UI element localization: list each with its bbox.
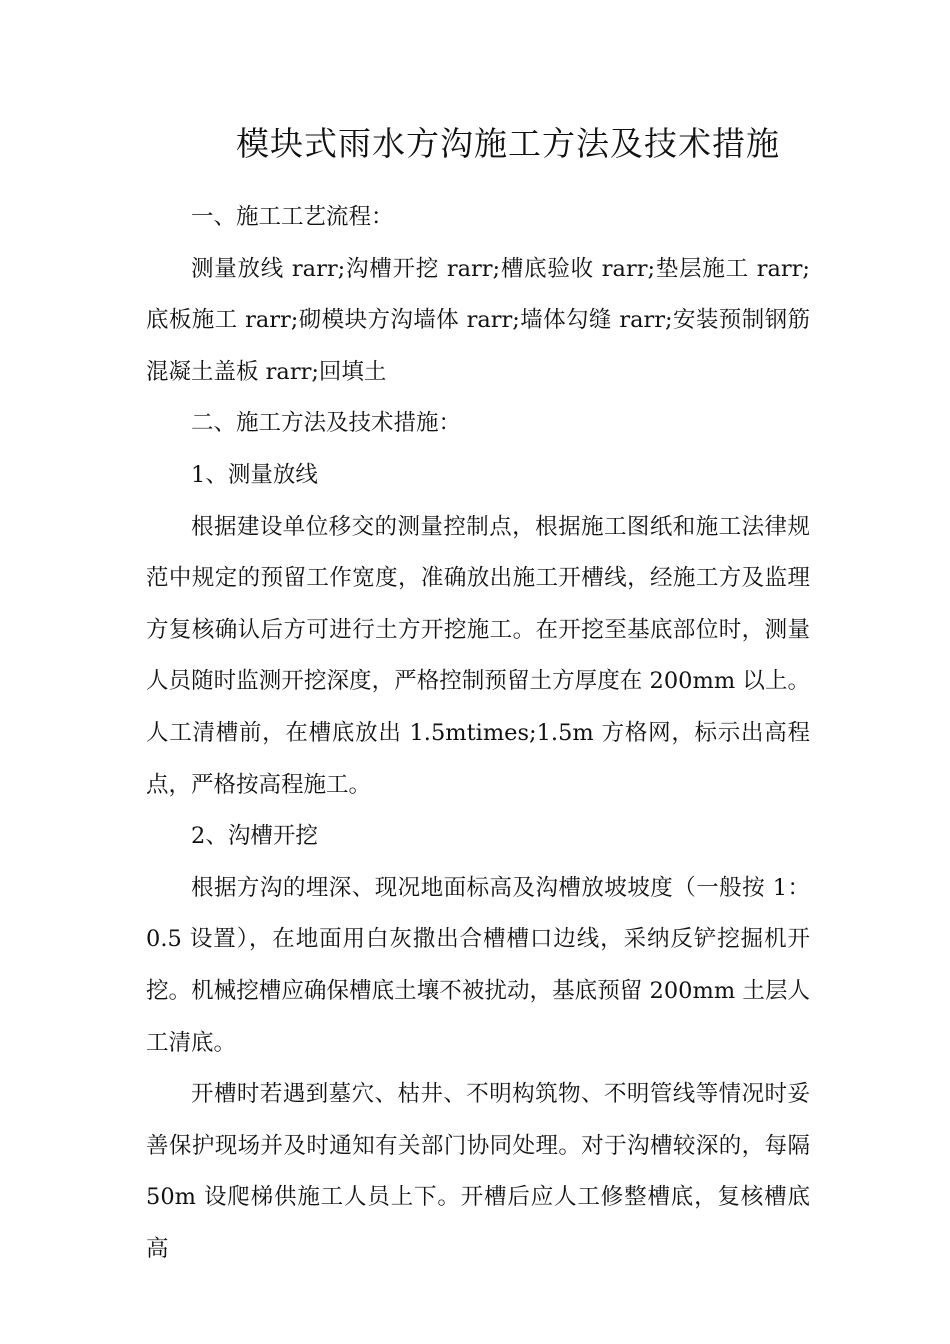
subheading-survey: 1、测量放线 [191, 461, 318, 488]
paragraph-process-flow: 测量放线 rarr;沟槽开挖 rarr;槽底验收 rarr;垫层施工 rarr;底板施工 rarr;砌模块方沟墙体 rarr;墙体勾缝 rarr;安装预制钢筋混凝土盖板 rarr;回填土 [146, 255, 810, 385]
paragraph-trench-safety: 开槽时若遇到墓穴、枯井、不明构筑物、不明管线等情况时妥善保护现场并及时通知有关部门协同处理。对于沟槽较深的，每隔 50m 设爬梯供施工人员上下。开槽后应人工修整槽底，复核槽底高 [146, 1081, 810, 1262]
document-body [146, 192, 810, 1275]
section-heading-process: 一、施工工艺流程： [191, 204, 394, 230]
paragraph-survey: 根据建设单位移交的测量控制点，根据施工图纸和施工法律规范中规定的预留工作宽度，准确放出施工开槽线，经施工方及监理方复核确认后方可进行土方开挖施工。在开挖至基底部位时，测量人员随时监测开挖深度，严格控制预留土方厚度在 200mm 以上。人工清槽前，在槽底放出 1.5mtimes;1.5m 方格网，标示出高程点，严格按高程施工。 [146, 513, 810, 798]
subheading-trench: 2、沟槽开挖 [191, 823, 318, 850]
paragraph-trench: 根据方沟的埋深、现况地面标高及沟槽放坡坡度（一般按 1：0.5 设置），在地面用白灰撒出合槽槽口边线，采纳反铲挖掘机开挖。机械挖槽应确保槽底土壤不被扰动，基底预留 200mm 土层人工清底。 [146, 874, 810, 1056]
section-heading-methods: 二、施工方法及技术措施： [191, 410, 462, 437]
document-title: 模块式雨水方沟施工方法及技术措施 [236, 124, 780, 163]
